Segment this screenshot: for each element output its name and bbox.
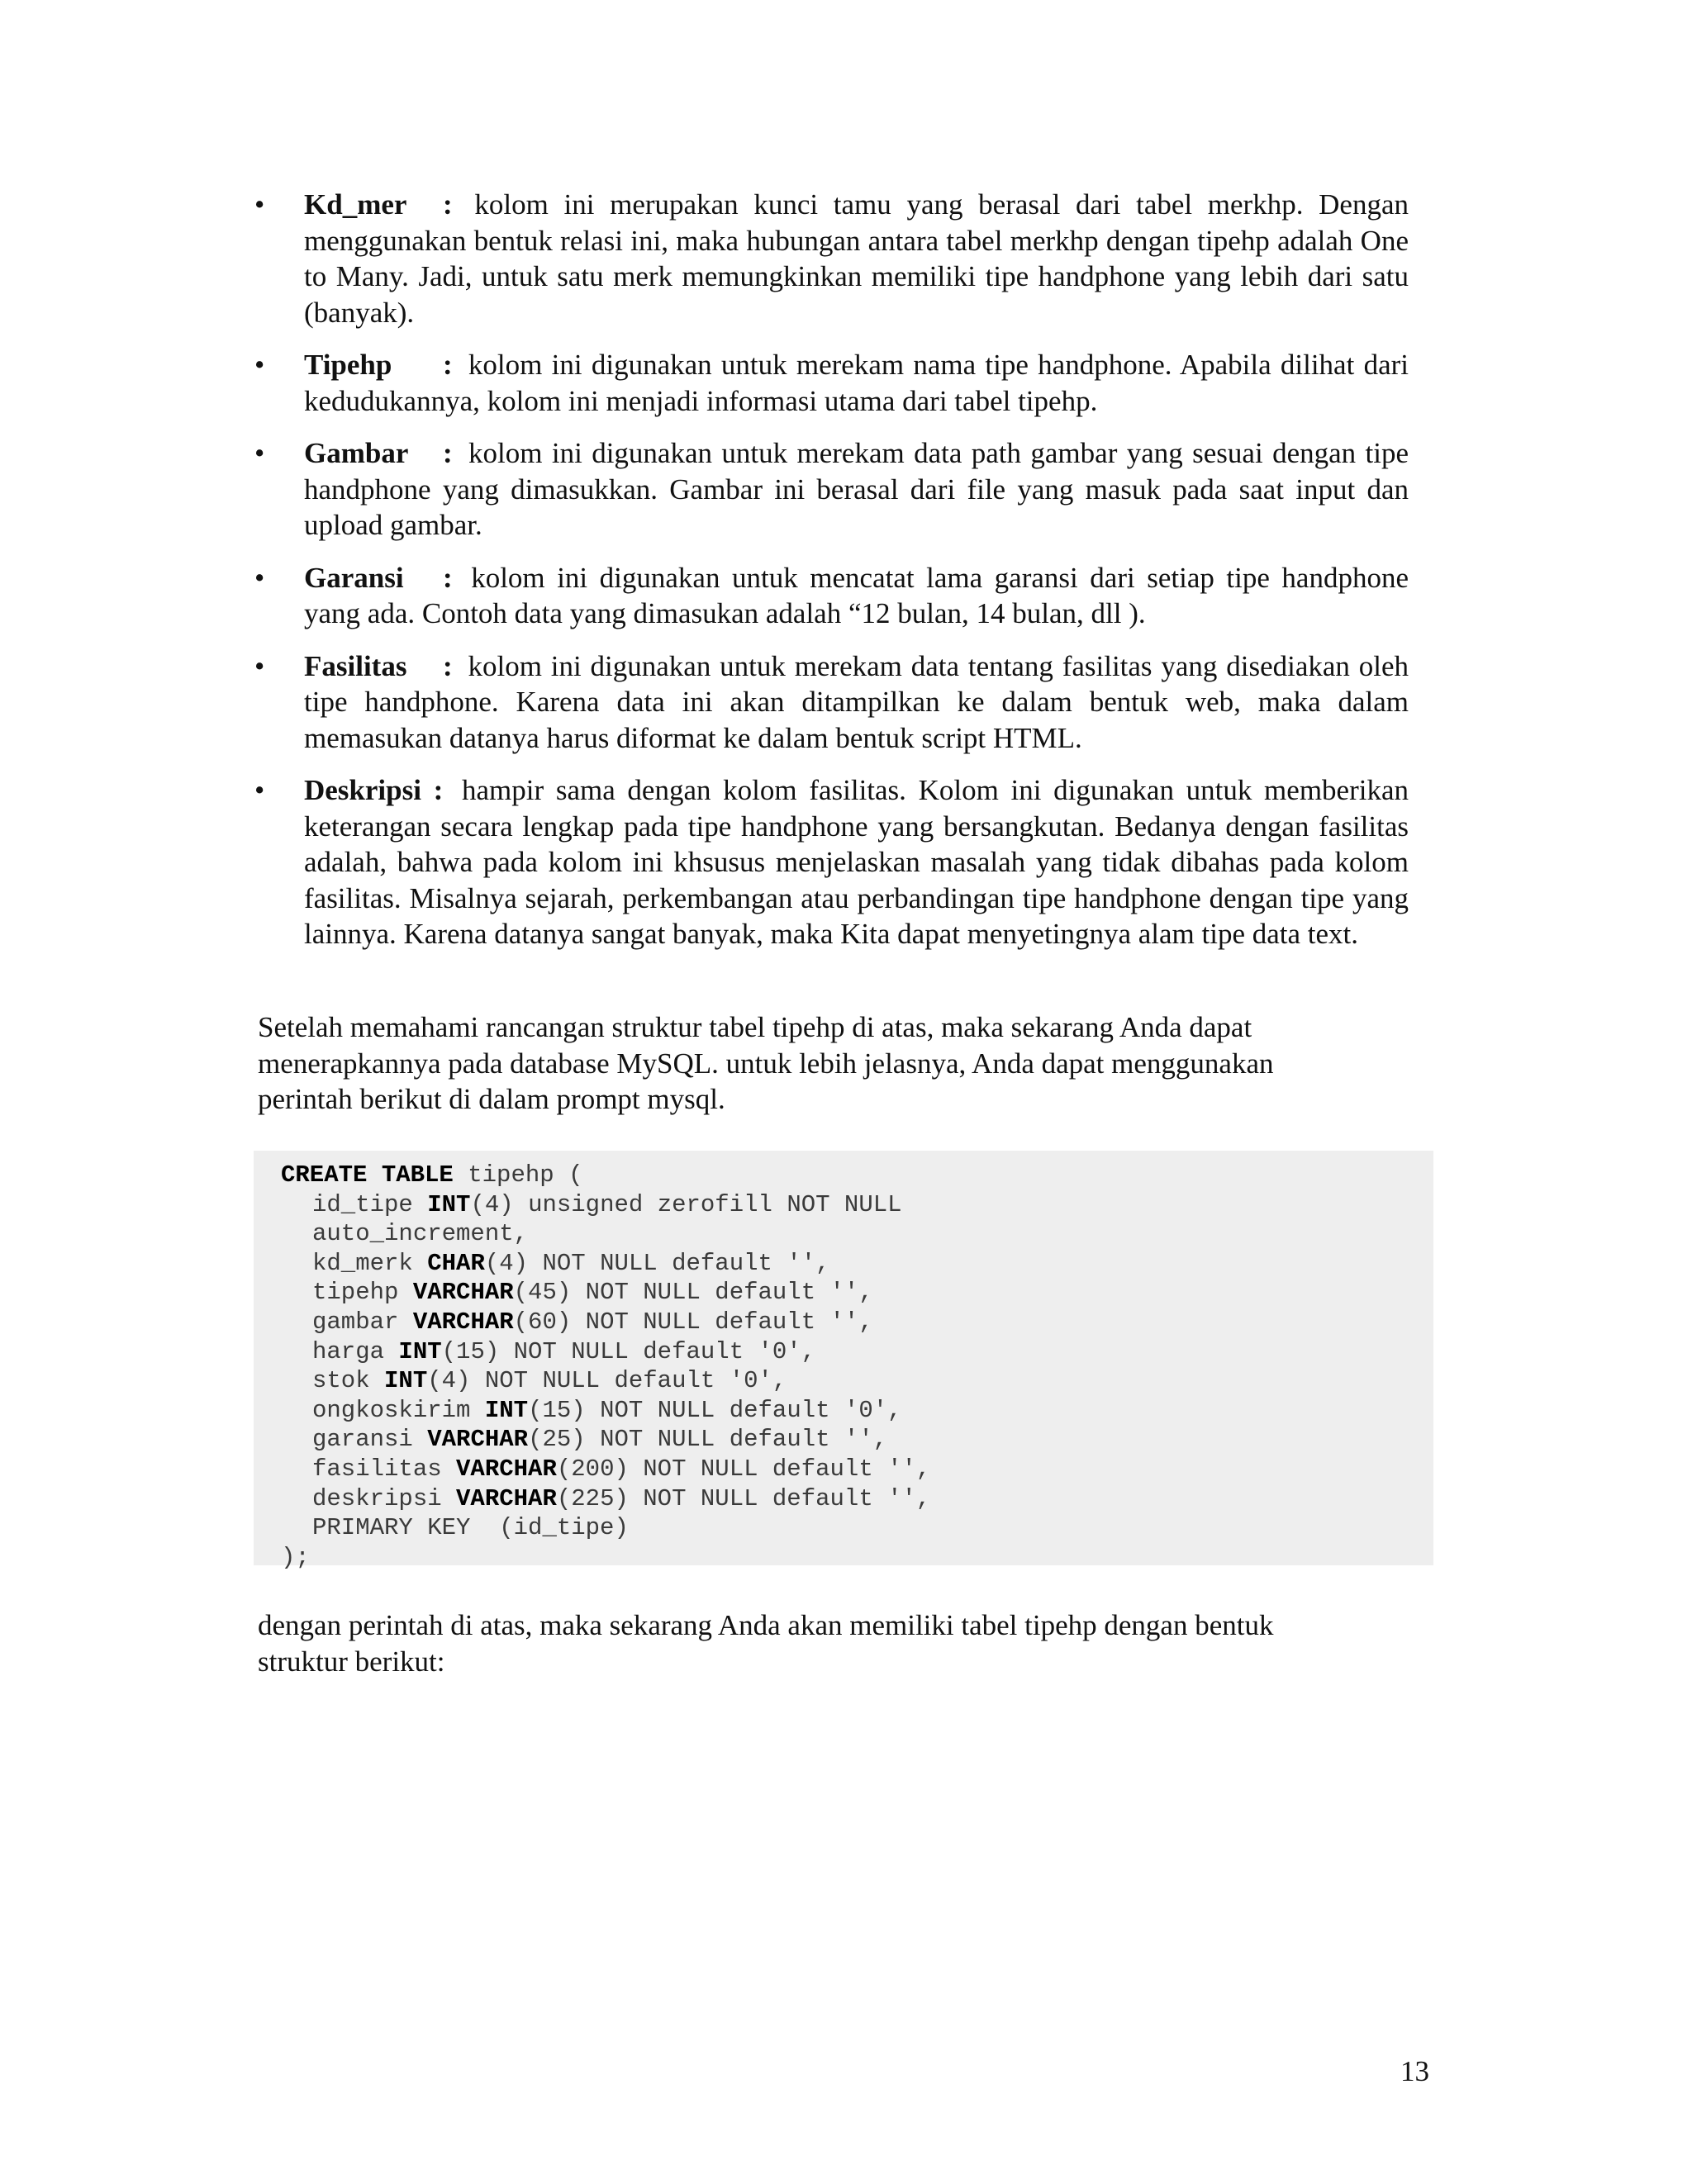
code-text: deskripsi (312, 1484, 457, 1512)
column-term: Kd_mer (304, 188, 407, 221)
term-colon: : (443, 188, 453, 221)
code-line (281, 1513, 1433, 1543)
code-line (281, 1219, 1433, 1249)
code-keyword: VARCHAR (456, 1484, 557, 1512)
code-text: (60) NOT NULL default '', (513, 1308, 873, 1336)
code-line (281, 1455, 1433, 1484)
column-term: Tipehp (304, 349, 392, 381)
column-term: Deskripsi (304, 774, 421, 806)
code-text: garansi (312, 1426, 428, 1454)
bullet-icon: • (254, 437, 265, 469)
paragraph-line: struktur berikut: (258, 1645, 445, 1678)
code-text: ); (281, 1543, 310, 1571)
code-line (281, 1396, 1433, 1426)
paragraph-line: perintah berikut di dalam prompt mysql. (258, 1083, 725, 1115)
code-keyword: INT (427, 1190, 471, 1218)
code-line (281, 1190, 1433, 1220)
code-keyword: VARCHAR (456, 1455, 557, 1483)
bullet-icon: • (254, 561, 265, 594)
column-term: Gambar (304, 437, 409, 469)
code-text: gambar (312, 1308, 413, 1336)
column-description: kolom ini merupakan kunci tamu yang berasal dari tabel merkhp. Dengan menggunakan bentuk relasi ini, maka hubungan antara tabel merkhp dengan tipehp adalah One to Many. Jadi, untuk satu merk memungkinkan memiliki tipe handphone yang lebih dari satu (banyak). (304, 188, 1409, 329)
page-number: 13 (1400, 2055, 1429, 2087)
list-item (248, 187, 1409, 330)
column-description-list (248, 187, 1409, 969)
code-text: id_tipe (312, 1190, 428, 1218)
term-colon: : (443, 649, 453, 682)
code-keyword: CREATE TABLE (281, 1161, 454, 1189)
term-colon: : (433, 774, 444, 806)
column-term: Fasilitas (304, 649, 407, 682)
list-item (248, 648, 1409, 757)
code-text: (15) NOT NULL default '0', (441, 1337, 816, 1365)
term-colon: : (443, 437, 453, 469)
list-item (248, 772, 1409, 952)
intro-paragraph (258, 1009, 1414, 1118)
paragraph-line: dengan perintah di atas, maka sekarang Anda akan memiliki tabel tipehp dengan bentuk (258, 1609, 1274, 1641)
list-item (248, 435, 1409, 544)
bullet-icon: • (254, 188, 265, 221)
code-text: fasilitas (312, 1455, 457, 1483)
code-text: tipehp (312, 1279, 413, 1307)
term-colon: : (443, 561, 453, 594)
column-description: kolom ini digunakan untuk merekam data path gambar yang sesuai dengan tipe handphone yang dimasukkan. Gambar ini berasal dari file yang masuk pada saat input dan upload gambar. (304, 437, 1409, 541)
code-text: tipehp ( (453, 1161, 583, 1189)
code-keyword: VARCHAR (412, 1308, 514, 1336)
column-term: Garansi (304, 561, 404, 594)
list-item (248, 347, 1409, 419)
code-text: kd_merk (312, 1249, 428, 1277)
code-text: (225) NOT NULL default '', (556, 1484, 931, 1512)
code-keyword: INT (384, 1367, 428, 1395)
bullet-icon: • (254, 774, 265, 806)
column-description: kolom ini digunakan untuk merekam data tentang fasilitas yang disediakan oleh tipe handphone. Karena data ini akan ditampilkan ke dalam bentuk web, maka dalam memasukan datanya harus diformat ke dalam bentuk script HTML. (304, 649, 1409, 754)
column-description: kolom ini digunakan untuk mencatat lama garansi dari setiap tipe handphone yang ada. Contoh data yang dimasukan adalah “12 bulan, 14 bulan, dll ). (304, 561, 1409, 629)
code-line (281, 1425, 1433, 1455)
code-text: harga (312, 1337, 399, 1365)
code-line (281, 1484, 1433, 1514)
code-text: (4) NOT NULL default '0', (427, 1367, 787, 1395)
code-keyword: VARCHAR (427, 1426, 529, 1454)
code-line (281, 1308, 1433, 1337)
code-text: (4) unsigned zerofill NOT NULL (470, 1190, 902, 1218)
code-text: (15) NOT NULL default '0', (528, 1396, 902, 1424)
code-text: (4) NOT NULL default '', (484, 1249, 830, 1277)
column-description: hampir sama dengan kolom fasilitas. Kolom ini digunakan untuk memberikan keterangan secara lengkap pada tipe handphone yang bersangkutan. Bedanya dengan fasilitas adalah, bahwa pada kolom ini khsusus menjelaskan masalah yang tidak dibahas pada kolom fasilitas. Misalnya sejarah, perkembangan atau perbandingan tipe handphone dengan tipe yang lainnya. Karena datanya sangat banyak, maka Kita dapat menyetingnya alam tipe data text. (304, 774, 1409, 950)
code-text: (25) NOT NULL default '', (528, 1426, 888, 1454)
code-line (281, 1249, 1433, 1279)
code-line (281, 1278, 1433, 1308)
code-line (281, 1543, 1433, 1573)
sql-code-block (254, 1151, 1433, 1571)
code-text: stok (312, 1367, 385, 1395)
code-text: PRIMARY KEY (id_tipe) (312, 1514, 629, 1542)
column-description: kolom ini digunakan untuk merekam nama tipe handphone. Apabila dilihat dari kedudukannya, kolom ini menjadi informasi utama dari tabel tipehp. (304, 349, 1409, 417)
code-keyword: INT (484, 1396, 529, 1424)
term-colon: : (443, 349, 453, 381)
code-text: (200) NOT NULL default '', (556, 1455, 931, 1483)
code-line (281, 1337, 1433, 1367)
bullet-icon: • (254, 649, 265, 682)
code-keyword: CHAR (427, 1249, 485, 1277)
code-line (281, 1161, 1433, 1190)
list-item (248, 560, 1409, 632)
code-text: ongkoskirim (312, 1396, 485, 1424)
code-text: auto_increment, (312, 1220, 529, 1248)
closing-paragraph (258, 1607, 1414, 1679)
code-keyword: INT (398, 1337, 442, 1365)
paragraph-line: menerapkannya pada database MySQL. untuk lebih jelasnya, Anda dapat menggunakan (258, 1047, 1274, 1080)
code-keyword: VARCHAR (412, 1279, 514, 1307)
code-line (281, 1366, 1433, 1396)
code-text: (45) NOT NULL default '', (513, 1279, 873, 1307)
paragraph-line: Setelah memahami rancangan struktur tabel tipehp di atas, maka sekarang Anda dapat (258, 1011, 1252, 1043)
bullet-icon: • (254, 349, 265, 381)
